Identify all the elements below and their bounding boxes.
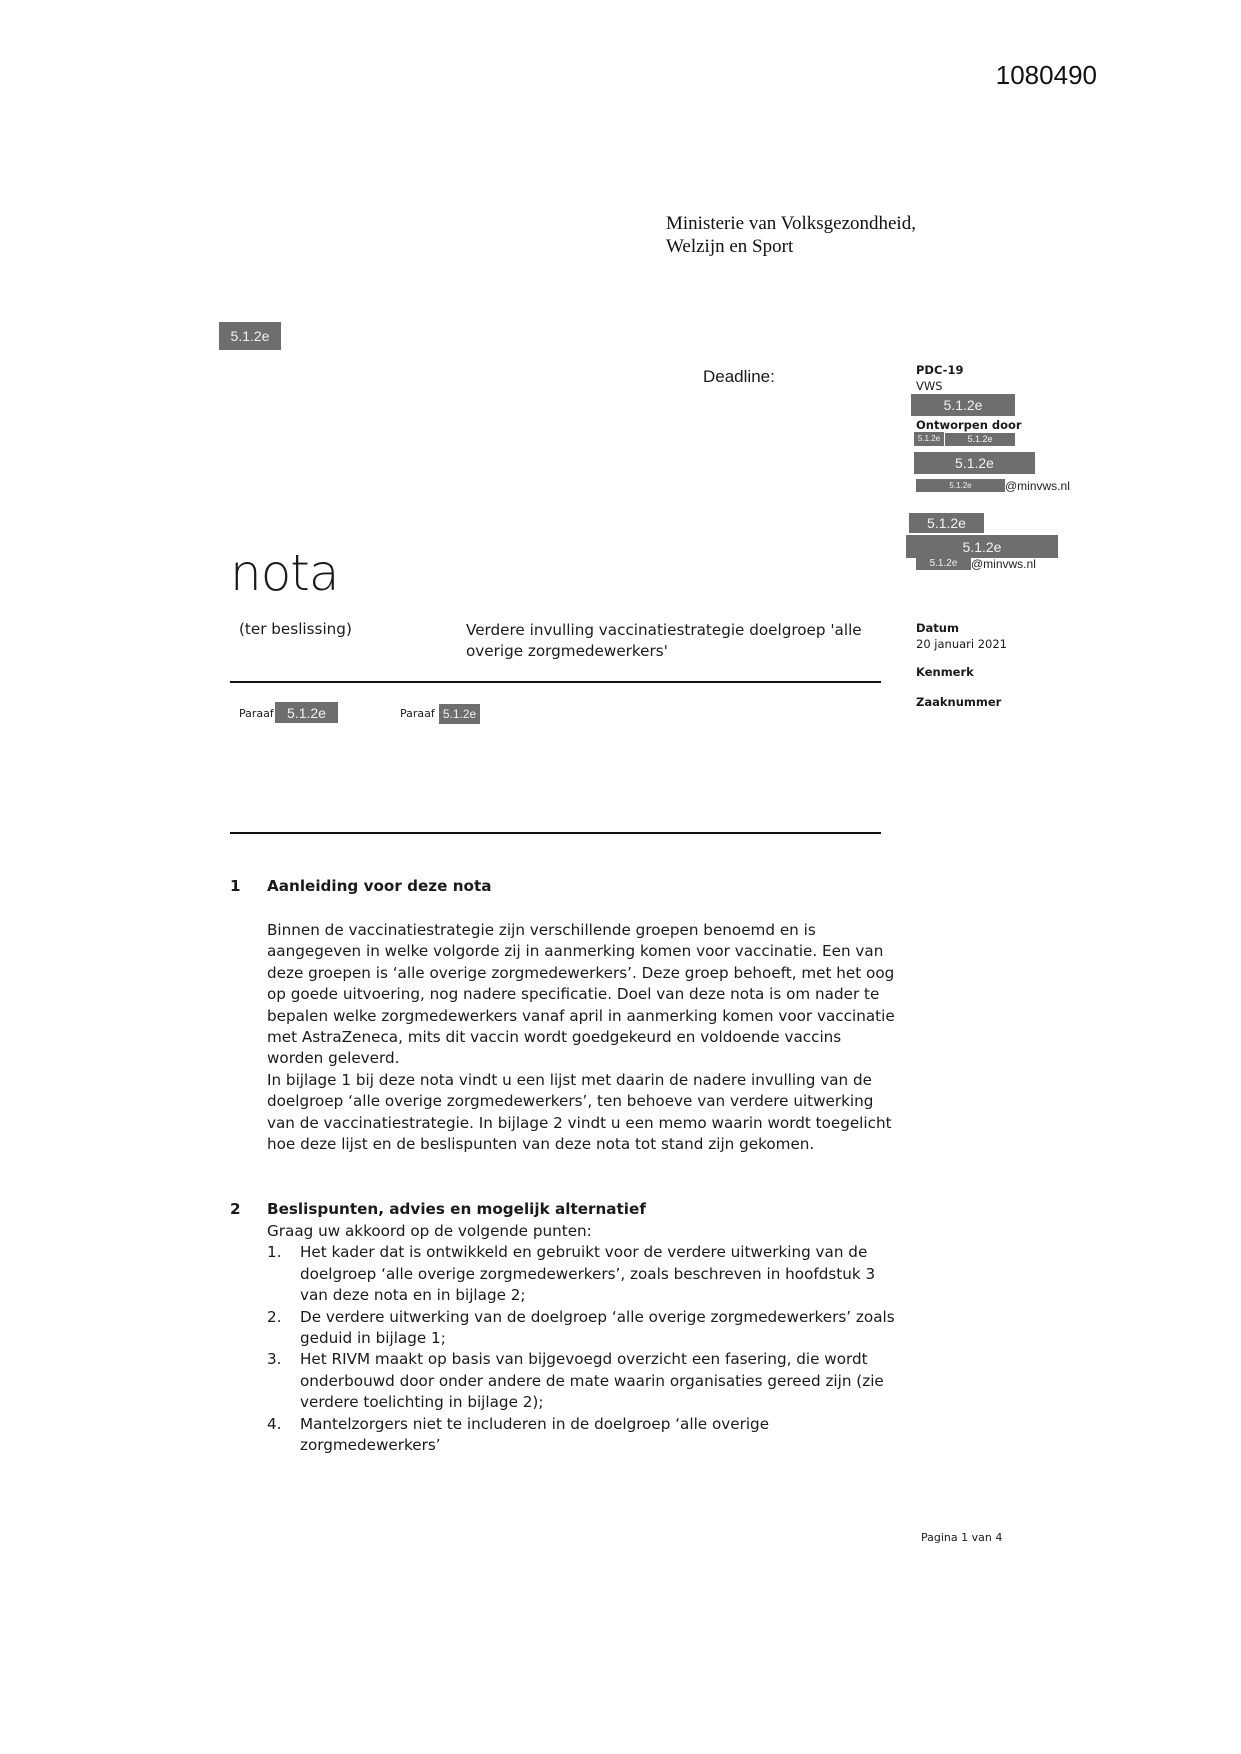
document-number: 1080490 [995,60,1097,90]
case-number-label: Zaaknummer [916,695,1002,709]
paragraph: In bijlage 1 bij deze nota vindt u een lijst met daarin de nadere invulling van de doelgroep ‘alle overige zorgmedewerkers’, ten behoeve van verdere uitwerking van de vaccinatiestrategie. In bijlage 2 vindt u een memo waarin wordt toegelicht hoe deze lijst en de beslispunten van deze nota tot stand zijn gekomen. [267,1070,892,1154]
section-number: 2 [230,1200,241,1218]
redaction-block: 5.1.2e [906,535,1058,558]
reference-label: Kenmerk [916,665,974,679]
ministry-line-1: Ministerie van Volksgezondheid, [666,213,916,234]
ministry-name [666,212,916,258]
sidebar-pdc: PDC-19 [916,363,964,377]
redaction-block: 5.1.2e [914,432,944,446]
decision-points-list [267,1242,899,1456]
sidebar-vws: VWS [916,379,943,393]
paraaf-redaction-2: 5.1.2e [439,704,480,724]
list-item: 1. Het kader dat is ontwikkeld en gebruikt voor de verdere uitwerking van de doelgroep ‘alle overige zorgmedewerkers’, zoals beschreven in hoofdstuk 3 van deze nota en in bijlage 2; [267,1243,876,1305]
redaction-block: 5.1.2e [945,433,1015,446]
redaction-block: 5.1.2e [911,394,1015,416]
date-label: Datum [916,621,959,635]
redaction-block: 5.1.2e [916,479,1005,492]
paragraph: Binnen de vaccinatiestrategie zijn verschillende groepen benoemd en is aangegeven in welke volgorde zij in aanmerking komen voor vaccinatie. Een van deze groepen is ‘alle overige zorgmedewerkers’. Deze groep behoeft, met het oog op goede uitvoering, nog nadere specificatie. Doel van deze nota is om nader te bepalen welke zorgmedewerkers vanaf april in aanmerking komen voor vaccinatie met AstraZeneca, mits dit vaccin wordt goedgekeurd en voldoende vaccins worden geleverd. [267,921,895,1068]
section-intro: Graag uw akkoord op de volgende punten: [267,1222,592,1240]
list-item: 2. De verdere uitwerking van de doelgroep ‘alle overige zorgmedewerkers’ zoals geduid in bijlage 1; [267,1307,895,1348]
list-item: 3. Het RIVM maakt op basis van bijgevoegd overzicht een fasering, die wordt onderbouwd door onder andere de mate waarin organisaties gereed zijn (zie verdere toelichting in bijlage 2); [267,1350,884,1412]
divider [230,832,881,834]
sidebar-email-2: @minvws.nl [971,557,1036,571]
section-body [267,920,899,1155]
page-title: nota [230,544,339,602]
paraaf-label: Paraaf [239,707,274,720]
divider [230,681,881,683]
section-body [267,1221,899,1456]
section-number: 1 [230,877,241,895]
section-heading: Beslispunten, advies en mogelijk alternatief [267,1200,646,1218]
section-heading: Aanleiding voor deze nota [267,877,492,895]
deadline-label: Deadline: [703,367,775,386]
date-value: 20 januari 2021 [916,637,1008,651]
paraaf-label-2: Paraaf [400,707,435,720]
page-number: Pagina 1 van 4 [921,1531,1003,1544]
ministry-line-2: Welzijn en Sport [666,236,794,257]
paraaf-redaction: 5.1.2e [275,702,338,723]
list-item: 4. Mantelzorgers niet te includeren in de doelgroep ‘alle overige zorgmedewerkers’ [267,1414,770,1455]
sidebar-designed-by: Ontworpen door [916,418,1022,432]
sidebar-email: @minvws.nl [1005,479,1070,493]
redaction-block: 5.1.2e [916,557,971,570]
decision-type: (ter beslissing) [239,620,352,638]
redaction-block: 5.1.2e [914,452,1035,474]
redaction-block: 5.1.2e [219,322,281,350]
redaction-block: 5.1.2e [909,513,984,533]
subject: Verdere invulling vaccinatiestrategie doelgroep 'alle overige zorgmedewerkers' [466,621,862,661]
